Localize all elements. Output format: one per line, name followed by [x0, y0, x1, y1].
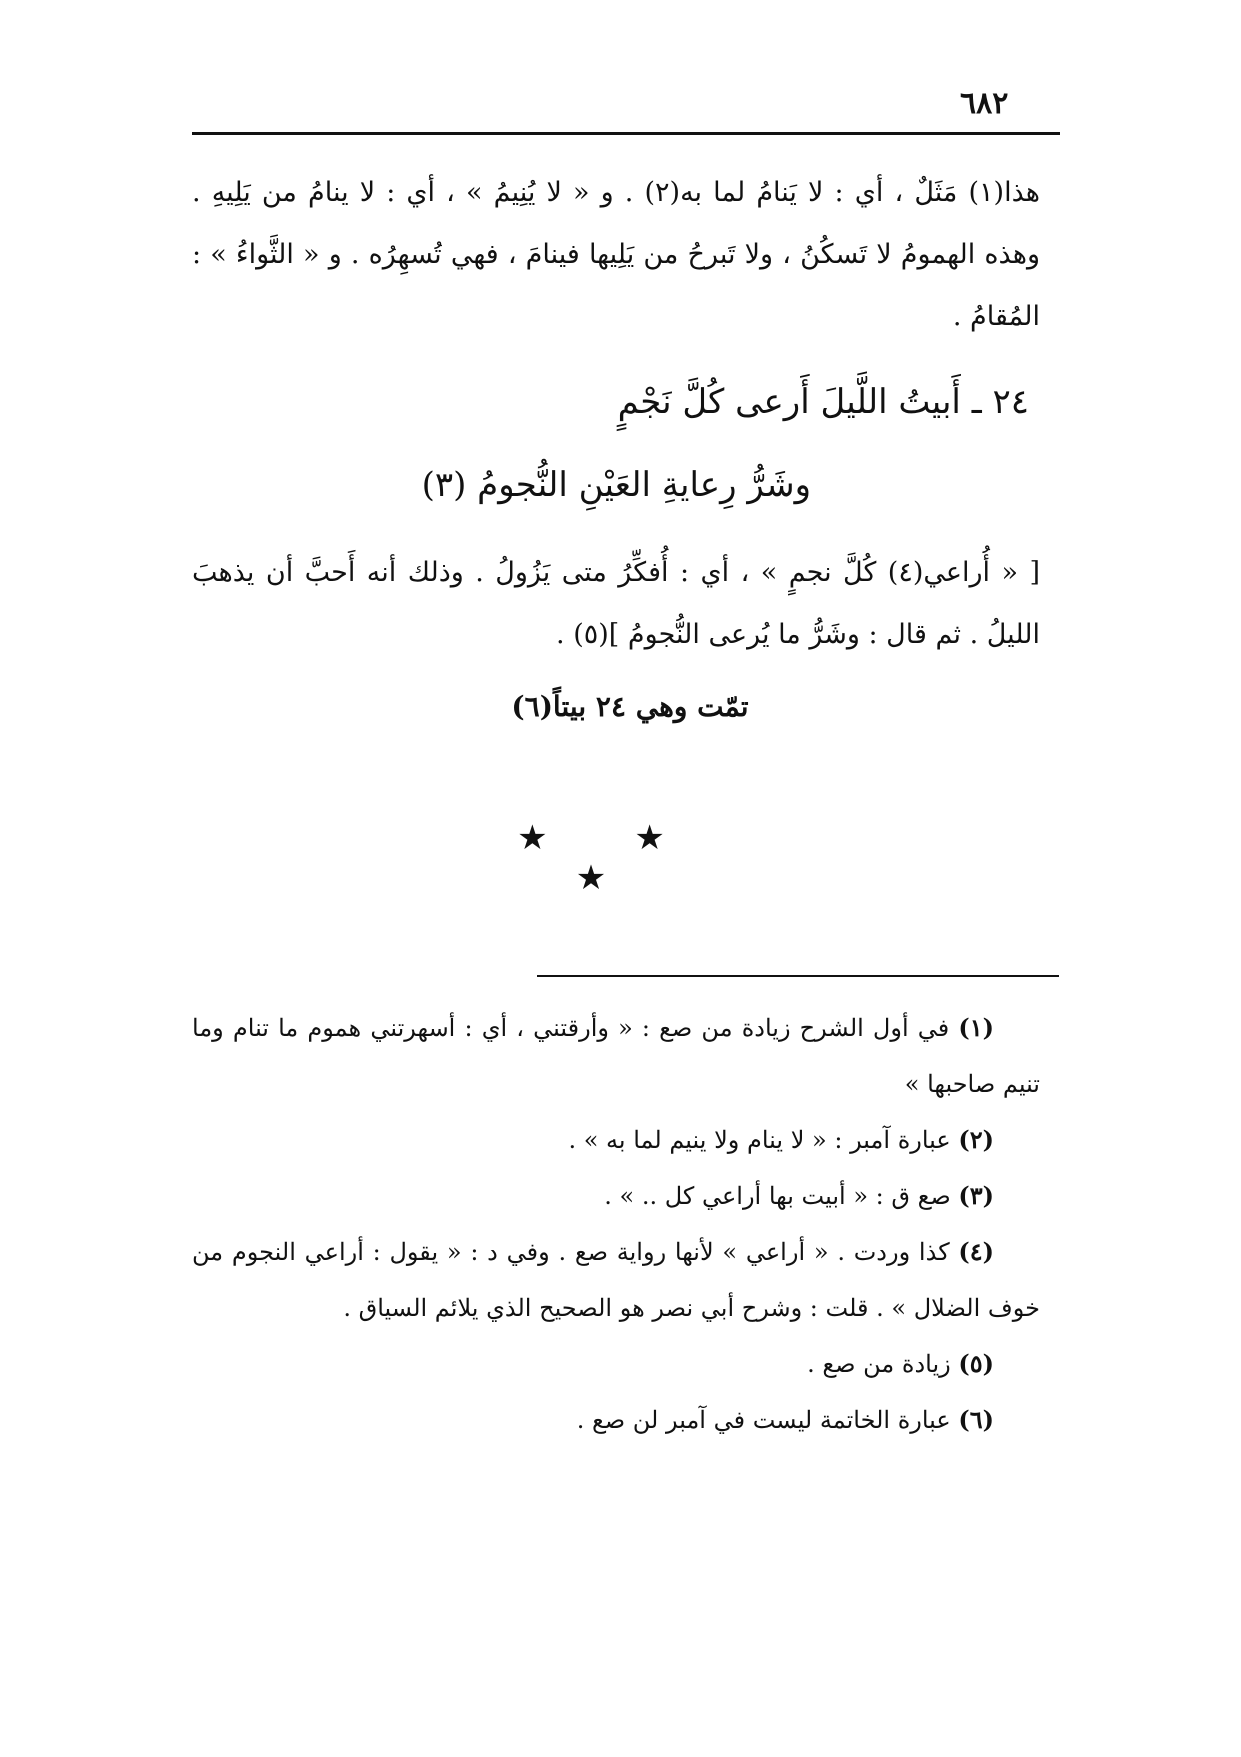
footnote-text: في أول الشرح زيادة من صع : « وأرقتني ، أي : أسهرتني هموم ما تنام وما تنيم صاحبها » — [192, 1014, 1040, 1098]
footnote-text: زيادة من صع . — [807, 1350, 951, 1378]
footnote-number: (٦) — [958, 1405, 994, 1434]
closing-note: تمّت وهي ٢٤ بيتاً(٦) — [511, 690, 749, 723]
footnote-text: عبارة آمبر : « لا ينام ولا ينيم لما به » . — [568, 1126, 951, 1154]
header-rule — [192, 132, 1060, 135]
footnote-number: (٤) — [958, 1237, 994, 1266]
footnote-6 — [192, 1392, 1040, 1448]
footnote-5 — [192, 1336, 1040, 1392]
footnote-number: (٣) — [958, 1181, 994, 1210]
footnote-3 — [192, 1168, 1040, 1224]
verse-first-hemistich: ٢٤ ـ أَبيتُ اللَّيلَ أَرعى كُلَّ نَجْمٍ — [617, 382, 1029, 422]
verse-second-hemistich: وشَرُّ رِعايةِ العَيْنِ النُّجومُ (٣) — [421, 465, 811, 505]
footnote-2 — [192, 1112, 1040, 1168]
footnotes — [192, 1000, 1040, 1448]
footnote-text: كذا وردت . « أراعي » لأنها رواية صع . وفي د : « يقول : أراعي النجوم من خوف الضلال » . قلت : وشرح أبي نصر هو الصحيح الذي يلائم السياق . — [192, 1238, 1040, 1322]
page-number: ٦٨٢ — [960, 86, 1009, 121]
footnote-text: صع ق : « أبيت بها أراعي كل .. » . — [604, 1182, 951, 1210]
footnote-rule — [537, 975, 1059, 977]
footnote-text: عبارة الخاتمة ليست في آمبر لن صع . — [576, 1406, 951, 1434]
commentary-paragraph-1: هذا(١) مَثَلٌ ، أي : لا يَنامُ لما به(٢) . و « لا يُنِيمُ » ، أي : لا ينامُ من يَلِيهِ . وهذه الهمومُ لا تَسكُنُ ، ولا تَبرحُ من يَلِيها فينامَ ، فهي تُسهِرُه . و « الثَّواءُ » : المُقامُ . — [192, 177, 1040, 332]
footnote-number: (١) — [958, 1013, 994, 1042]
footnote-4 — [192, 1224, 1040, 1336]
footnote-number: (٥) — [958, 1349, 994, 1378]
section-ornament: ★ ★ ★ — [517, 818, 703, 898]
commentary-paragraph-2: [ « أُراعي(٤) كُلَّ نجمٍ » ، أي : أُفكِّرُ متى يَزُولُ . وذلك أنه أَحبَّ أن يذهبَ الليلُ . ثم قال : وشَرُّ ما يُرعى النُّجومُ ](٥) . — [192, 557, 1040, 650]
footnote-number: (٢) — [958, 1125, 994, 1154]
footnote-1 — [192, 1000, 1040, 1112]
